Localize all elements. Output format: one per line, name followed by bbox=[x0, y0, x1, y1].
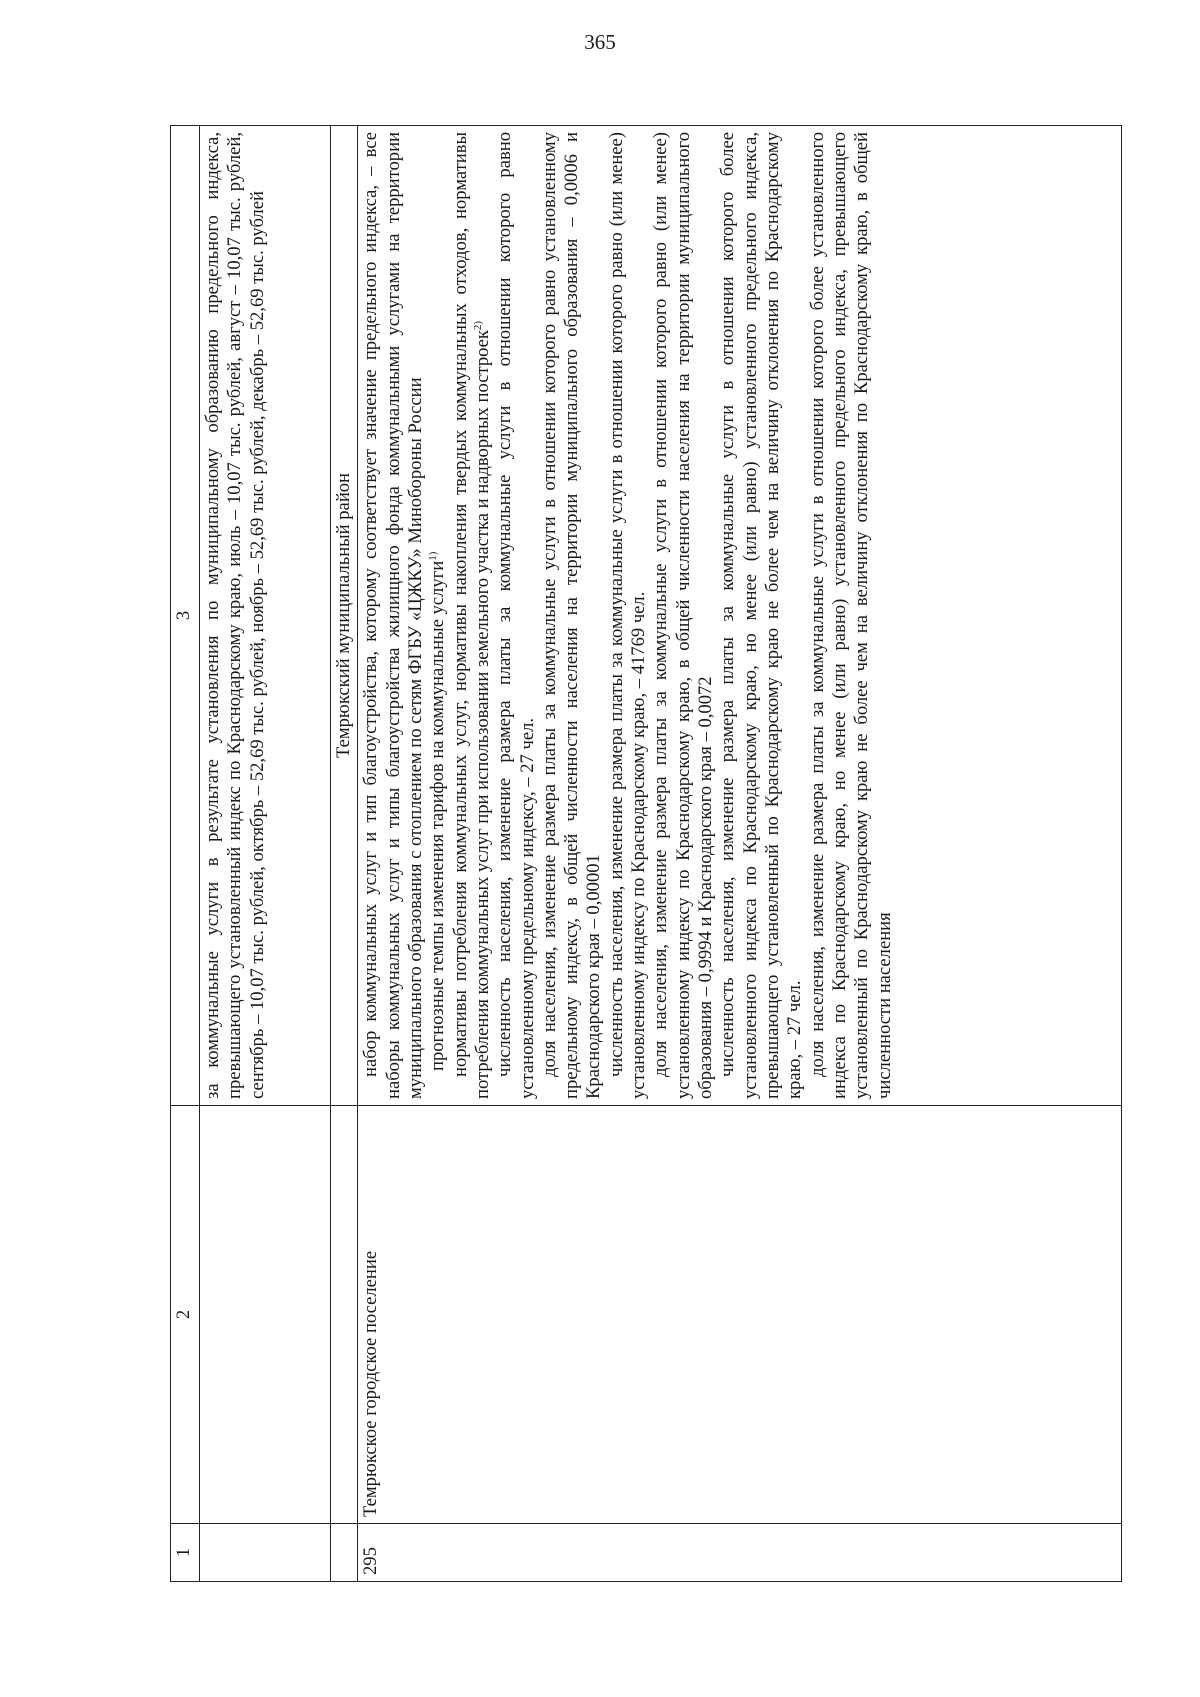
paragraph-share-above-index: доля населения, изменение размера платы за коммунальные услуги в отношении которого более установленного индекса по Краснодарскому краю, но менее (или равно) установленного предельного индекса, превышающего установленный по Краснодарскому краю не более чем на величину отклонения по Краснодарскому краю, в общей численности населения bbox=[806, 132, 895, 1099]
district-col-1 bbox=[331, 1524, 358, 1582]
paragraph-norms bbox=[450, 132, 495, 1099]
district-row bbox=[331, 126, 358, 1582]
footnote-marker-2: 2) bbox=[471, 320, 484, 331]
paragraph-population-at-limit: численность населения, изменение размера платы за коммунальные услуги в отношении которого равно установленному предельному индексу, – 27 чел. bbox=[494, 132, 538, 1099]
header-col-1: 1 bbox=[171, 1524, 200, 1582]
row-number: 295 bbox=[358, 1524, 1122, 1582]
document-table bbox=[170, 125, 1122, 1582]
district-name: Темрюкский муниципальный район bbox=[331, 126, 358, 1106]
settlement-name: Темрюкское городское поселение bbox=[358, 1106, 1122, 1524]
paragraph-population-below-index: численность населения, изменение размера платы за коммунальные услуги в отношении которого равно (или менее) установленному индексу по Краснодарскому краю, – 41769 чел. bbox=[605, 132, 650, 1099]
table-row bbox=[358, 126, 1122, 1582]
tariff-forecast-text: прогнозные темпы изменения тарифов на коммунальные услуги bbox=[427, 560, 449, 1071]
paragraph-share-at-limit: доля населения, изменение размера платы за коммунальные услуги в отношении которого равно установленному предельному индексу, в общей численности населения на территории муниципального образования – 0,0006 и Краснодарского края – 0,00001 bbox=[538, 132, 605, 1099]
footnote-marker-1: 1) bbox=[427, 551, 440, 561]
continuation-paragraph: за коммунальные услуги в результате установления по муниципальному образованию предельного индекса, превышающего установленный индекс по Краснодарскому краю, июль – 10,07 тыс. рублей, август – 10,07 тыс. рублей, сентябрь – 10,07 тыс. рублей, октябрь – 52,69 тыс. рублей, ноябрь – 52,69 тыс. рублей, декабрь – 52,69 тыс. рублей bbox=[202, 132, 268, 1099]
table-header-row bbox=[171, 126, 200, 1582]
paragraph-service-set: набор коммунальных услуг и тип благоустройства, которому соответствует значение предельного индекса, – все наборы коммунальных услуг и типы благоустройства жилищного фонда коммунальными услугами на территории муниципального образования с отоплением по сетям ФГБУ «ЦЖКУ» Минобороны России bbox=[360, 132, 426, 1099]
continuation-row bbox=[200, 126, 331, 1582]
page-number: 365 bbox=[584, 30, 616, 54]
header-col-3: 3 bbox=[171, 126, 200, 1106]
paragraph-population-above-index: численность населения, изменение размера платы за коммунальные услуги в отношении которого более установленного индекса по Краснодарскому краю, но менее (или равно) установленного предельного индекса, превышающего установленный по Краснодарскому краю не более чем на величину отклонения по Краснодарскому краю, – 27 чел. bbox=[717, 132, 806, 1099]
continuation-col-2 bbox=[200, 1106, 331, 1524]
paragraph-tariff-forecast bbox=[427, 132, 449, 1099]
header-col-2: 2 bbox=[171, 1106, 200, 1524]
continuation-text bbox=[200, 126, 331, 1106]
continuation-col-1 bbox=[200, 1524, 331, 1582]
row-details bbox=[358, 126, 1122, 1106]
paragraph-share-below-index: доля населения, изменение размера платы за коммунальные услуги в отношении которого равно (или менее) установленному индексу по Краснодарскому краю, в общей численности населения на территории муниципального образования – 0,9994 и Краснодарского края – 0,0072 bbox=[650, 132, 716, 1099]
norms-text: нормативы потребления коммунальных услуг, нормативы накопления твердых коммунальных отходов, нормативы потребления коммунальных услуг при использовании земельного участка и надворных построек bbox=[449, 132, 493, 1099]
district-col-2 bbox=[331, 1106, 358, 1524]
rotated-table-container bbox=[170, 126, 1122, 1582]
